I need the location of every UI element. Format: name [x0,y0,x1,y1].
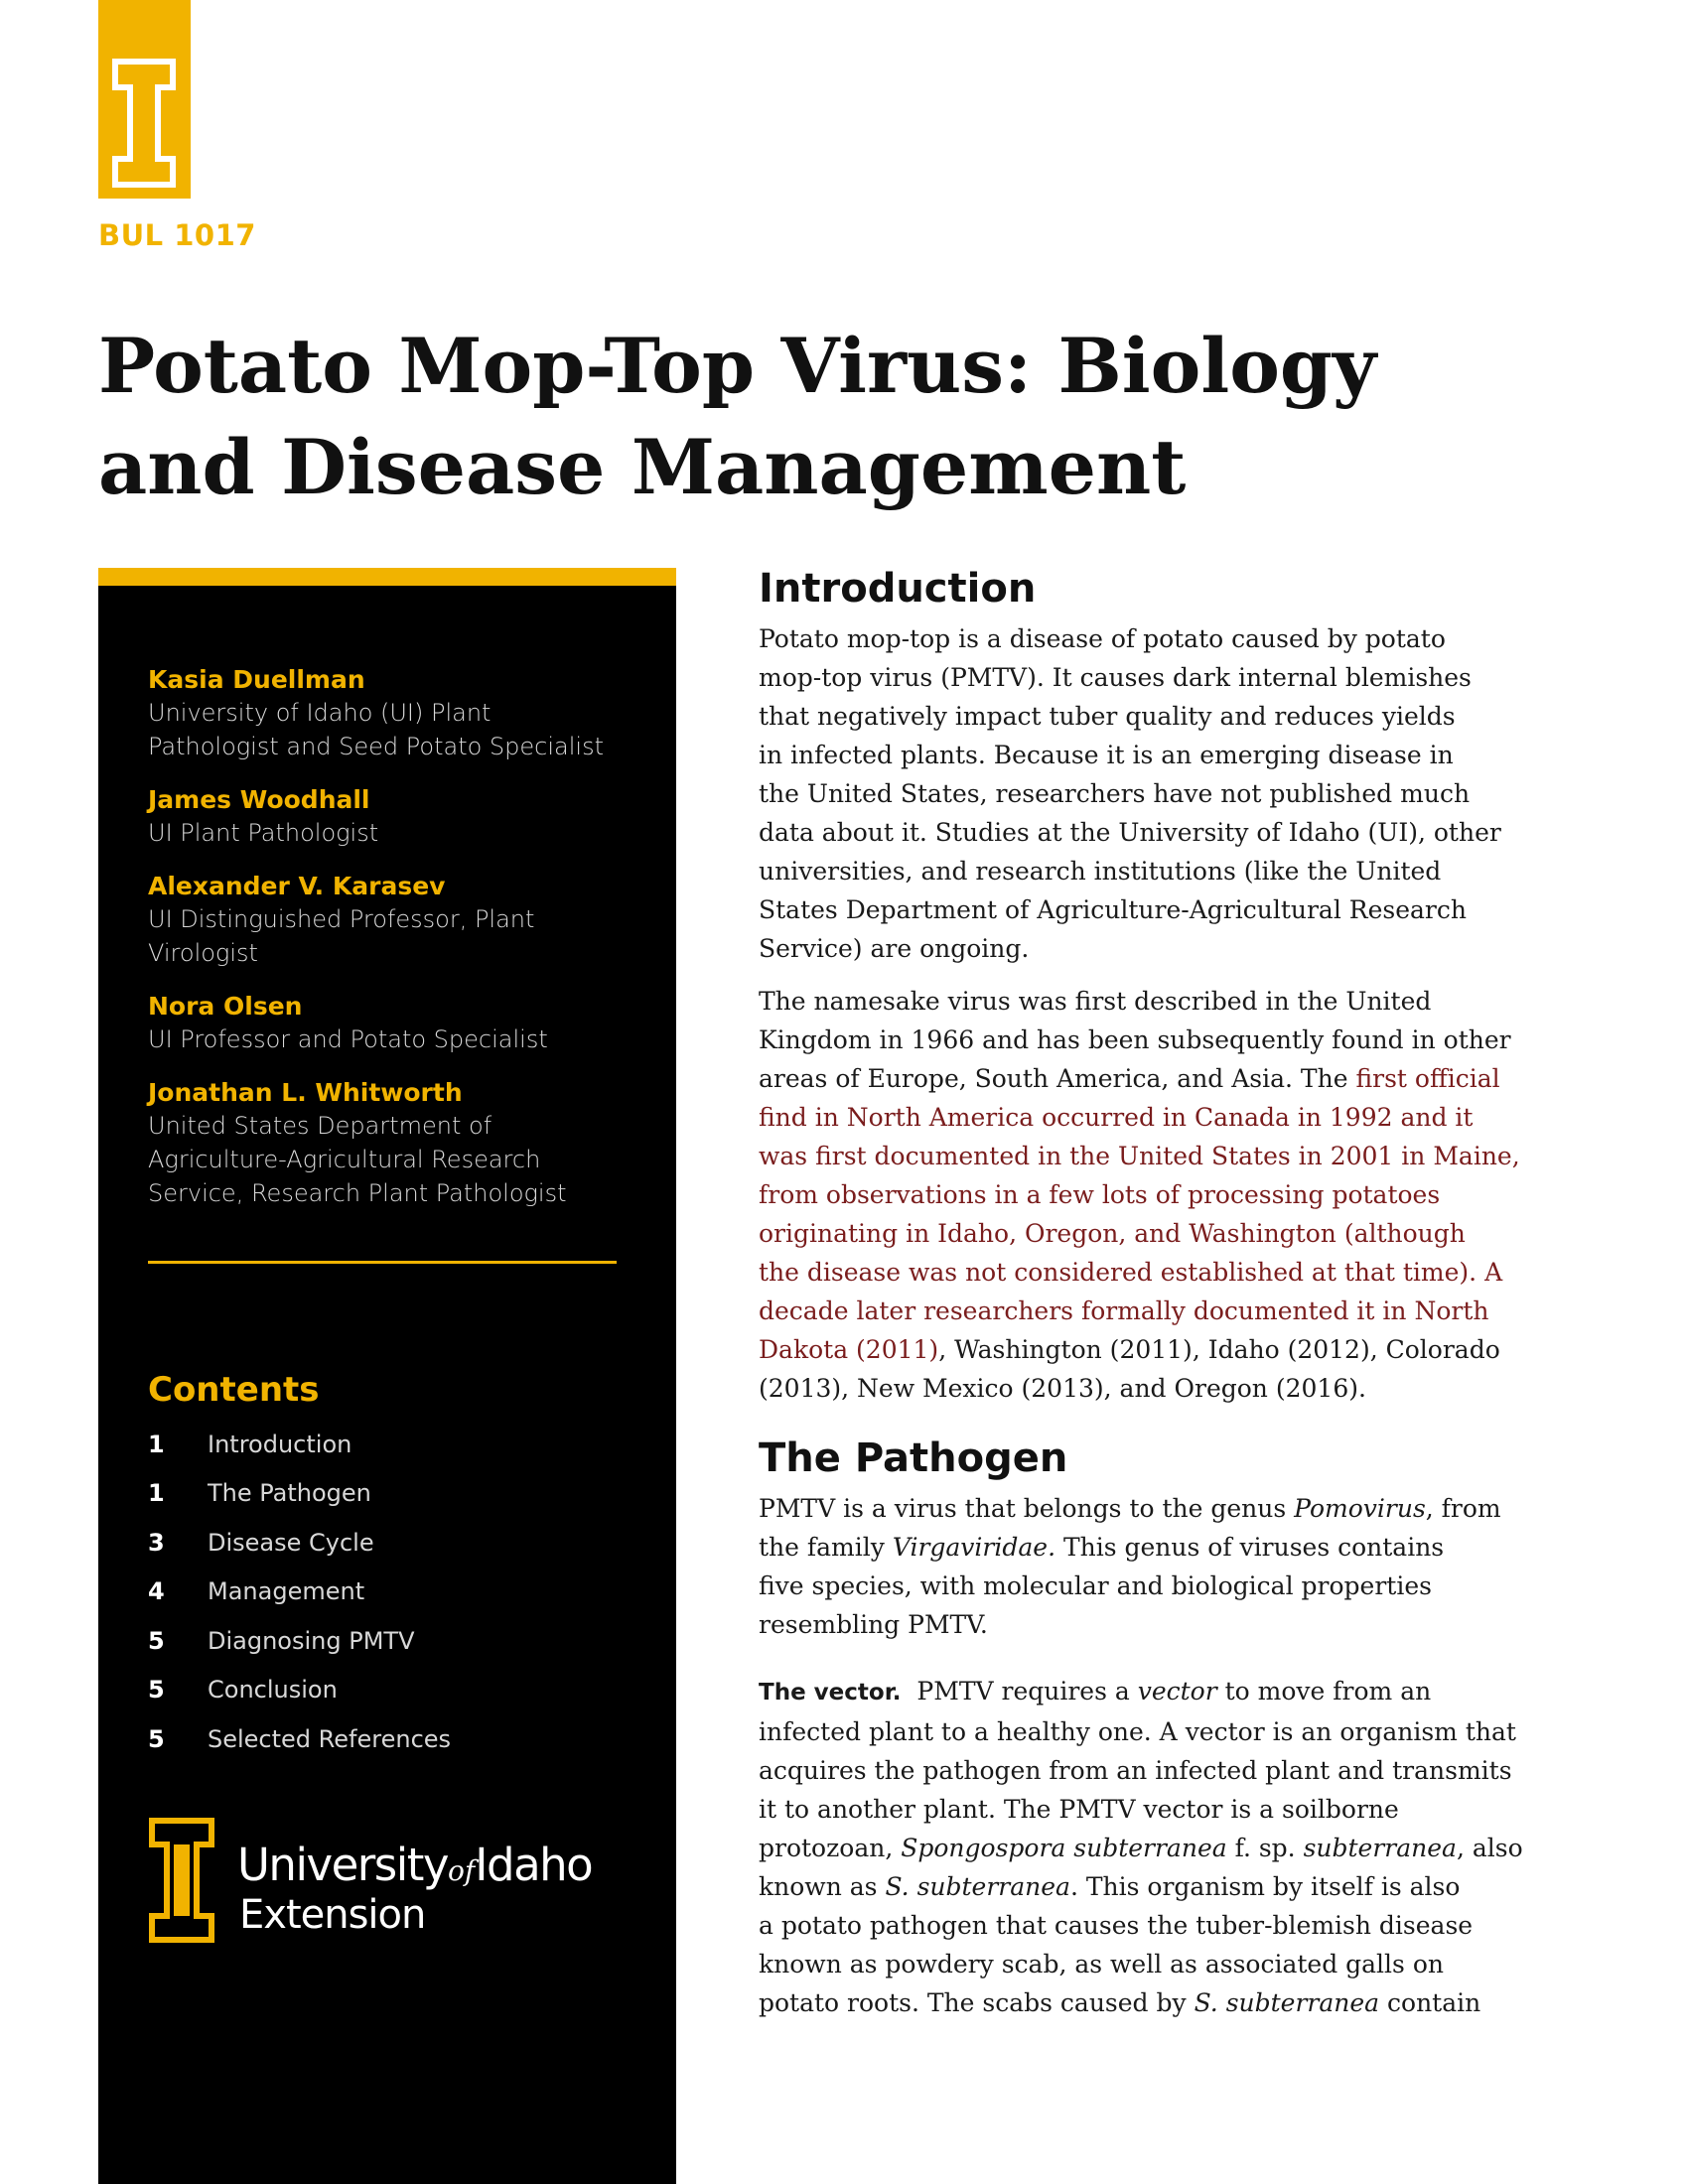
author-role: Service, Research Plant Pathologist [148,1179,567,1207]
toc-page: 4 [148,1577,165,1606]
text-line: (2013), New Mexico (2013), and Oregon (2016). [759,1374,1366,1403]
highlighted-text: was first documented in the United States in 2001 in Maine, [759,1142,1520,1170]
text-run: to move from an [1216,1677,1432,1706]
author-entry [148,783,644,850]
intro-paragraph-1 [759,619,1613,968]
text-line [759,1489,1613,1528]
text-line [759,1059,1613,1098]
title-line: and Disease Management [98,423,1187,511]
toc-page: 5 [148,1626,165,1655]
brand-wordmark [237,1839,592,1891]
top-logo [98,0,191,199]
page-title [98,316,1588,518]
introduction-heading: Introduction [759,566,1037,612]
highlighted-text: Dakota (2011) [759,1335,939,1364]
author-role: Virologist [148,939,258,967]
university-i-logo-icon [111,58,177,189]
toc-page: 5 [148,1724,165,1753]
italic-text: vector [1137,1677,1217,1706]
author-name: Jonathan L. Whitworth [148,1078,463,1107]
pathogen-paragraph [759,1489,1613,1644]
author-name: James Woodhall [148,785,370,814]
main-content [759,564,1613,2036]
text-run: known as [759,1872,886,1901]
text-run: , from [1425,1494,1501,1523]
toc-item-disease-cycle[interactable] [148,1518,625,1568]
university-brand [148,1817,644,1956]
pathogen-heading: The Pathogen [759,1435,1068,1481]
brand-idaho: Idaho [475,1839,593,1891]
toc-label: Introduction [208,1430,352,1458]
toc-label: The Pathogen [208,1479,371,1508]
brand-of: of [448,1854,476,1887]
italic-text: S. subterranea [885,1872,1070,1901]
text-line [759,1528,1613,1567]
text-run: areas of Europe, South America, and Asia. The [759,1064,1356,1093]
toc-label: Disease Cycle [208,1528,374,1557]
intro-paragraph-2 [759,982,1613,1408]
author-role: Pathologist and Seed Potato Specialist [148,733,604,760]
author-name: Alexander V. Karasev [148,872,446,900]
text-line [759,1672,1613,1712]
toc-label: Selected References [208,1724,452,1753]
sidebar [98,568,676,2184]
text-line: mop-top virus (PMTV). It causes dark internal blemishes [759,663,1472,692]
italic-text: S. subterranea [1194,1988,1380,2017]
toc-item-introduction[interactable] [148,1420,625,1469]
toc-item-diagnosing-pmtv[interactable] [148,1616,625,1666]
author-entry [148,870,644,970]
text-run: f. sp. [1226,1834,1304,1862]
text-line: Kingdom in 1966 and has been subsequently found in other [759,1025,1511,1054]
text-run: This genus of viruses contains [1055,1533,1445,1562]
title-line: Potato Mop-Top Virus: Biology [98,322,1377,410]
author-role: UI Professor and Potato Specialist [148,1025,548,1053]
toc-label: Diagnosing PMTV [208,1626,415,1655]
vector-lead: The vector. [759,1680,902,1706]
brand-university: University [237,1839,448,1891]
university-i-logo-icon [148,1817,215,1944]
author-name: Kasia Duellman [148,665,365,694]
text-run: PMTV is a virus that belongs to the genus [759,1494,1295,1523]
highlighted-text: decade later researchers formally documented it in North [759,1297,1489,1325]
highlighted-text: find in North America occurred in Canada in 1992 and it [759,1103,1474,1132]
toc-page: 1 [148,1479,165,1508]
toc-label: Management [208,1577,365,1606]
text-run: . This organism by itself is also [1069,1872,1461,1901]
text-line: universities, and research institutions (like the United [759,857,1442,886]
toc-item-conclusion[interactable] [148,1666,625,1715]
highlighted-text: from observations in a few lots of processing potatoes [759,1180,1441,1209]
toc-label: Conclusion [208,1676,338,1705]
text-line [759,1829,1613,1867]
text-run: , also [1456,1834,1523,1862]
text-run: protozoan, [759,1834,902,1862]
author-role: Agriculture-Agricultural Research [148,1146,541,1173]
text-line: States Department of Agriculture-Agricultural Research [759,895,1467,924]
author-list [148,663,644,1230]
text-run: the family [759,1533,893,1562]
italic-text: Pomovirus [1294,1494,1426,1523]
author-entry [148,990,644,1056]
text-line: a potato pathogen that causes the tuber-blemish disease [759,1911,1474,1940]
toc-item-management[interactable] [148,1568,625,1617]
toc-item-the-pathogen[interactable] [148,1469,625,1519]
toc-page: 5 [148,1676,165,1705]
highlighted-text: the disease was not considered established at that time). A [759,1258,1503,1287]
text-run: contain [1379,1988,1481,2017]
text-line: infected plant to a healthy one. A vector is an organism that [759,1717,1516,1746]
text-line: Potato mop-top is a disease of potato caused by potato [759,624,1446,653]
text-line: known as powdery scab, as well as associated galls on [759,1950,1444,1979]
text-line: it to another plant. The PMTV vector is a soilborne [759,1795,1399,1824]
toc-page: 1 [148,1430,165,1458]
highlighted-text: first official [1355,1064,1500,1093]
author-entry [148,663,644,763]
toc-item-selected-references[interactable] [148,1714,625,1764]
text-line: data about it. Studies at the University of Idaho (UI), other [759,818,1501,847]
author-role: University of Idaho (UI) Plant [148,699,492,727]
text-run: potato roots. The scabs caused by [759,1988,1195,2017]
text-line: that negatively impact tuber quality and reduces yields [759,702,1456,731]
brand-extension: Extension [239,1892,426,1938]
italic-text: subterranea [1303,1834,1457,1862]
text-line: resembling PMTV. [759,1610,988,1639]
contents-heading: Contents [148,1370,320,1410]
text-line [759,1867,1613,1906]
author-entry [148,1076,644,1210]
italic-text: Spongospora subterranea [901,1834,1227,1862]
text-run: , Washington (2011), Idaho (2012), Colorado [938,1335,1500,1364]
text-line: acquires the pathogen from an infected plant and transmits [759,1756,1512,1785]
bulletin-id: BUL 1017 [98,218,256,252]
sidebar-divider [148,1261,617,1264]
vector-paragraph [759,1672,1613,2022]
toc-page: 3 [148,1528,165,1557]
italic-text: Virgaviridae. [892,1533,1056,1562]
author-role: UI Distinguished Professor, Plant [148,905,535,933]
highlighted-text: originating in Idaho, Oregon, and Washington (although [759,1219,1466,1248]
author-role: UI Plant Pathologist [148,819,379,847]
text-line [759,1983,1613,2022]
text-line: Service) are ongoing. [759,934,1030,963]
text-line [759,1330,1613,1369]
table-of-contents [148,1420,625,1764]
text-line: five species, with molecular and biological properties [759,1571,1432,1600]
text-run: PMTV requires a [901,1677,1138,1706]
text-line: the United States, researchers have not published much [759,779,1471,808]
text-line: in infected plants. Because it is an emerging disease in [759,741,1454,769]
author-role: United States Department of [148,1112,492,1140]
text-line: The namesake virus was first described in the United [759,987,1432,1016]
author-name: Nora Olsen [148,992,303,1021]
